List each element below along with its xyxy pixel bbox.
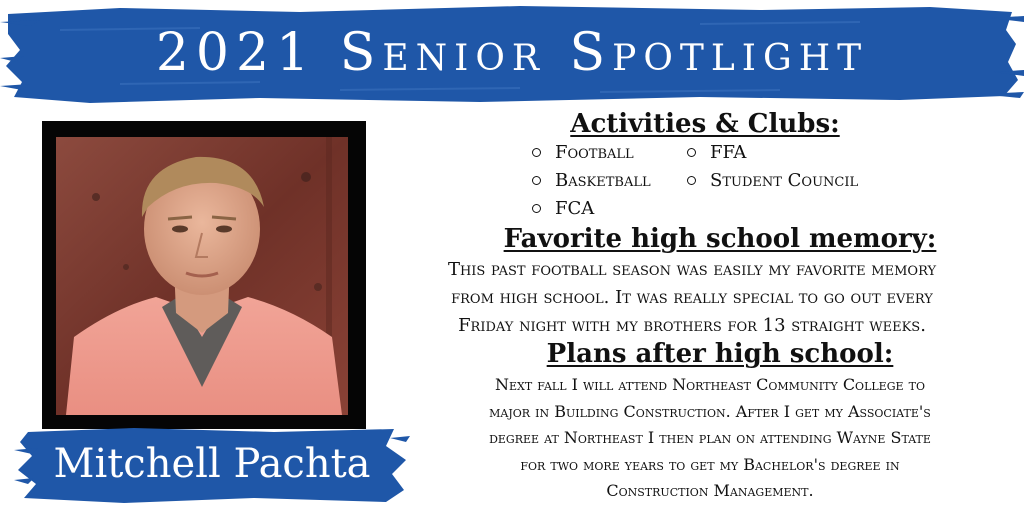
page-title: 2021 Senior Spotlight	[155, 23, 869, 83]
photo-frame	[42, 121, 366, 429]
list-item	[532, 166, 687, 194]
student-name: Mitchell Pachta	[53, 441, 371, 487]
activity-label: FCA	[555, 197, 595, 219]
plans-line: major in Building Construction. After I get my Associate's	[489, 401, 931, 421]
memory-heading: Favorite high school memory:	[503, 224, 937, 254]
plans-line: Next fall I will attend Northeast Community College to	[495, 375, 925, 394]
activity-label: Student Council	[710, 169, 859, 191]
list-item	[532, 194, 687, 222]
list-item	[532, 138, 687, 166]
list-item	[687, 166, 917, 194]
plans-line: Construction Management.	[606, 481, 814, 500]
list-item	[687, 138, 917, 166]
activity-label: Basketball	[555, 169, 651, 191]
bullet-icon	[687, 148, 696, 157]
name-banner	[14, 424, 410, 506]
plans-heading: Plans after high school:	[546, 339, 894, 369]
plans-line: for two more years to get my Bachelor's degree in	[520, 454, 900, 474]
activity-label: Football	[555, 141, 634, 163]
memory-line: from high school. It was really special to go out every	[451, 287, 933, 308]
plans-paragraph	[402, 372, 1018, 505]
memory-line: This past football season was easily my favorite memory	[447, 259, 937, 280]
memory-line: Friday night with my brothers for 13 straight weeks.	[458, 315, 926, 336]
bullet-icon	[532, 204, 541, 213]
memory-paragraph	[372, 256, 1012, 340]
activity-label: FFA	[710, 141, 747, 163]
bullet-icon	[532, 148, 541, 157]
activities-heading: Activities & Clubs:	[570, 109, 840, 139]
activities-list	[532, 138, 952, 222]
title-banner	[0, 0, 1024, 110]
senior-portrait-photo	[56, 137, 348, 415]
plans-line: degree at Northeast I then plan on attending Wayne State	[489, 428, 931, 447]
bullet-icon	[687, 176, 696, 185]
bullet-icon	[532, 176, 541, 185]
